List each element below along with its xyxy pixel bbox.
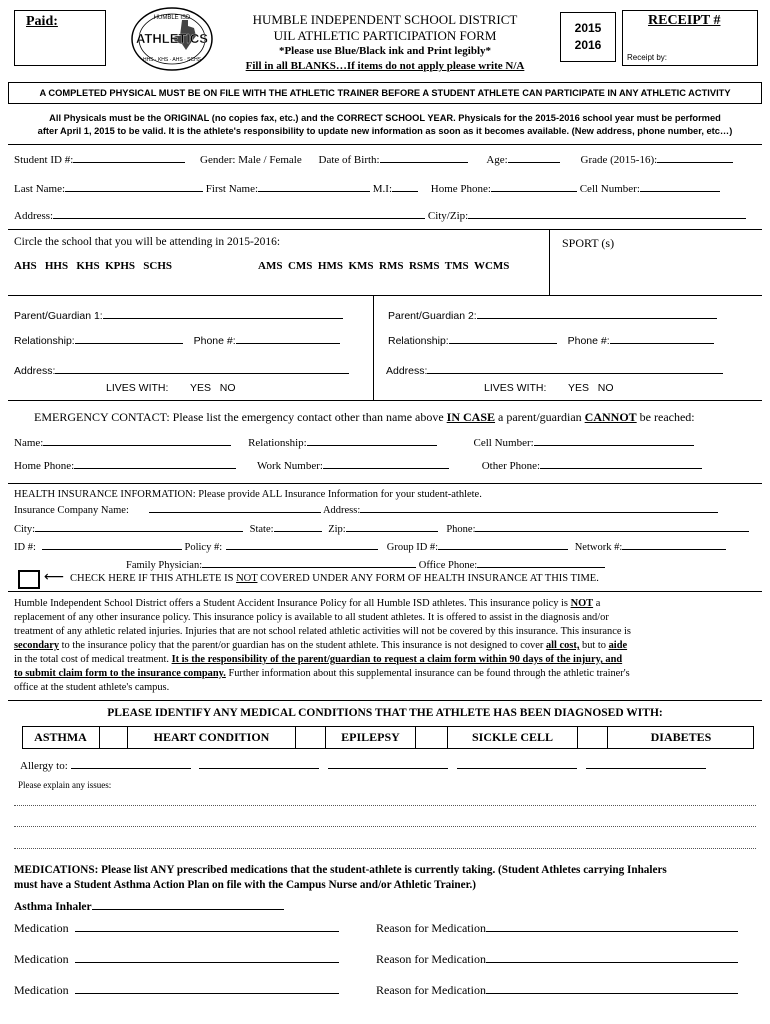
office-phone-label: Office Phone: <box>418 560 478 571</box>
explain-line-1[interactable] <box>14 805 756 806</box>
athletics-logo <box>130 6 214 72</box>
last-name-label: Last Name: <box>14 183 66 195</box>
parent1-relationship-row <box>14 334 340 347</box>
reason-row-2 <box>376 952 738 967</box>
middle-schools-options[interactable]: AMS CMS HMS KMS RMS RSMS TMS WCMS <box>258 260 510 272</box>
parent1-name-field[interactable] <box>103 309 343 319</box>
allergy-field-4[interactable] <box>457 759 577 769</box>
divider <box>8 295 762 296</box>
office-phone-field[interactable] <box>477 558 605 568</box>
divider <box>8 400 762 401</box>
student-row-1 <box>14 153 733 166</box>
home-phone-field[interactable] <box>491 182 577 192</box>
insurance-network-field[interactable] <box>622 540 726 550</box>
condition-asthma-check[interactable] <box>100 726 128 748</box>
home-phone-label: Home Phone: <box>430 183 491 195</box>
school-circle-label: Circle the school that you will be attending in 2015-2016: <box>14 236 281 248</box>
emergency-intro-b: a parent/guardian <box>498 410 582 424</box>
parent2-name-row <box>388 309 717 322</box>
explain-line-2[interactable] <box>14 826 756 827</box>
emergency-name-field[interactable] <box>43 436 231 446</box>
paid-label: Paid: <box>26 14 58 29</box>
sport-label: SPORT (s) <box>562 236 615 250</box>
parent2-name-field[interactable] <box>477 309 717 319</box>
condition-sickle-cell-check[interactable] <box>578 726 608 748</box>
cell-number-field[interactable] <box>640 182 720 192</box>
condition-diabetes[interactable]: DIABETES <box>650 730 712 744</box>
policy-l4a: to the insurance policy that the parent/or guardian has on the student athlete. This insurance is not designed to cover <box>61 640 544 651</box>
allergy-field-5[interactable] <box>586 759 706 769</box>
student-id-label: Student ID #: <box>14 154 74 166</box>
physical-note-line1: All Physicals must be the ORIGINAL (no copies fax, etc.) and the CORRECT SCHOOL YEAR. Physicals for the 2015-2016 school year must be performed <box>49 113 721 123</box>
medication-row-2 <box>14 952 339 967</box>
dob-field[interactable] <box>380 153 468 163</box>
mi-label: M.I: <box>372 183 393 195</box>
parent2-phone-label: Phone #: <box>567 335 610 347</box>
reason-row-3 <box>376 983 738 998</box>
insurance-row-1 <box>14 503 718 516</box>
policy-l3: treatment of any athletic related injuries. Injuries that are not school related athletic activities will not be covered by this insurance. This insurance is <box>14 626 631 637</box>
insurance-row-3 <box>14 540 726 553</box>
divider <box>549 229 550 295</box>
medication-row-1 <box>14 921 339 936</box>
divider <box>8 229 762 230</box>
medication-label-3: Medication <box>14 983 69 997</box>
explain-line-3[interactable] <box>14 848 756 849</box>
form-title: UIL ATHLETIC PARTICIPATION FORM <box>273 28 497 43</box>
medication-label-1: Medication <box>14 921 69 935</box>
policy-l6a: to submit claim form to the insurance company. <box>14 668 226 679</box>
family-physician-field[interactable] <box>202 558 416 568</box>
age-label: Age: <box>486 154 508 166</box>
year-box <box>560 12 616 62</box>
student-row-3 <box>14 209 746 222</box>
policy-l4b: but to <box>582 640 606 651</box>
insurance-network-label: Network #: <box>574 542 623 553</box>
inhaler-label: Asthma Inhaler <box>14 901 92 913</box>
parent1-relationship-field[interactable] <box>75 334 183 344</box>
insurance-row-2 <box>14 522 749 535</box>
logo-top-text: HUMBLE ISD <box>153 15 191 21</box>
emergency-home-field[interactable] <box>74 459 236 469</box>
emergency-relationship-field[interactable] <box>307 436 437 446</box>
grade-field[interactable] <box>657 153 733 163</box>
inhaler-row <box>14 900 284 913</box>
parent2-label: Parent/Guardian 2: <box>388 310 477 322</box>
emergency-cell-field[interactable] <box>534 436 694 446</box>
emergency-heading <box>34 410 695 425</box>
cell-number-label: Cell Number: <box>579 183 640 195</box>
parent2-relationship-field[interactable] <box>449 334 557 344</box>
first-name-field[interactable] <box>258 182 370 192</box>
parent1-phone-label: Phone #: <box>193 335 236 347</box>
parent1-address-field[interactable] <box>55 364 349 374</box>
emergency-home-label: Home Phone: <box>14 460 75 472</box>
policy-l6b: Further information about this supplemental insurance can be found through the athletic trainer's <box>228 668 630 679</box>
medication-field-1[interactable] <box>75 922 339 932</box>
insurance-row-4 <box>126 558 605 571</box>
parent2-lives-with-label: LIVES WITH: <box>484 382 547 394</box>
insurance-company-label: Insurance Company Name: <box>14 505 129 516</box>
parent1-lives-with-label: LIVES WITH: <box>106 382 169 394</box>
emergency-other-label: Other Phone: <box>481 460 541 472</box>
policy-l2: replacement of any other insurance policy. This insurance policy is available to all student athletes. It is offered to assist in the diagnosis and/or <box>14 612 609 623</box>
emergency-in-case: IN CASE <box>446 410 496 424</box>
policy-aide: aide <box>608 640 628 651</box>
insurance-company-field[interactable] <box>149 503 321 513</box>
insurance-id-label: ID #: <box>14 542 36 553</box>
parent2-address-label: Address: <box>386 365 428 377</box>
parent2-relationship-label: Relationship: <box>388 335 449 347</box>
allergy-field-1[interactable] <box>71 759 191 769</box>
address-field[interactable] <box>53 209 425 219</box>
emergency-work-label: Work Number: <box>256 460 323 472</box>
emergency-relationship-label: Relationship: <box>248 437 307 449</box>
arrow-left-icon: ⟵ <box>44 569 65 585</box>
parent1-label: Parent/Guardian 1: <box>14 310 103 322</box>
insurance-policy-text <box>14 597 760 695</box>
last-name-field[interactable] <box>65 182 203 192</box>
emergency-intro-c: be reached: <box>639 410 695 424</box>
policy-all-cost: all cost, <box>545 640 580 651</box>
emergency-cell-label: Cell Number: <box>473 437 534 449</box>
emergency-intro-a: EMERGENCY CONTACT: Please list the emergency contact other than name above <box>34 410 444 424</box>
ink-note: *Please use Blue/Black ink and Print legibly* <box>278 45 492 57</box>
parent1-address-row <box>14 364 349 377</box>
insurance-state-label: State: <box>249 524 274 535</box>
condition-sickle-cell[interactable]: SICKLE CELL <box>448 726 578 748</box>
receipt-by-label: Receipt by: <box>627 53 668 62</box>
emergency-work-field[interactable] <box>323 459 449 469</box>
medication-row-3 <box>14 983 339 998</box>
insurance-state-field[interactable] <box>274 522 322 532</box>
divider <box>8 700 762 701</box>
emergency-other-field[interactable] <box>540 459 702 469</box>
no-insurance-checkbox[interactable] <box>18 570 40 589</box>
condition-epilepsy[interactable]: EPILEPSY <box>326 726 416 748</box>
inhaler-field[interactable] <box>92 900 284 910</box>
parent1-name-row <box>14 309 343 322</box>
insurance-phone-label: Phone: <box>446 524 476 535</box>
check-text-b: COVERED UNDER ANY FORM OF HEALTH INSURANCE AT THIS TIME. <box>260 573 599 584</box>
divider <box>8 591 762 592</box>
parent2-phone-field[interactable] <box>610 334 714 344</box>
insurance-policy-label: Policy #: <box>184 542 223 553</box>
emergency-cannot: CANNOT <box>584 410 637 424</box>
policy-secondary: secondary <box>14 640 60 651</box>
policy-l1-not: NOT <box>570 598 594 609</box>
policy-l5b: It is the responsibility of the parent/guardian to request a claim form within 90 days of the injury, and <box>171 654 623 665</box>
parent2-address-field[interactable] <box>427 364 723 374</box>
dob-label: Date of Birth: <box>318 154 380 166</box>
district-name: HUMBLE INDEPENDENT SCHOOL DISTRICT <box>252 12 518 27</box>
blanks-note: Fill in all BLANKS…If items do not apply please write N/A <box>245 60 525 72</box>
reason-field-2[interactable] <box>486 953 738 963</box>
insurance-city-field[interactable] <box>35 522 243 532</box>
first-name-label: First Name: <box>205 183 259 195</box>
address-label: Address: <box>14 210 54 222</box>
insurance-heading: HEALTH INSURANCE INFORMATION: Please provide ALL Insurance Information for your student-athlete. <box>14 489 482 500</box>
reason-label-2: Reason for Medication <box>376 952 486 966</box>
emergency-name-label: Name: <box>14 437 44 449</box>
physical-banner: A COMPLETED PHYSICAL MUST BE ON FILE WITH THE ATHLETIC TRAINER BEFORE A STUDENT ATHLETE CAN PARTICIPATE IN ANY ATHLETIC ACTIVITY <box>8 82 762 104</box>
emergency-row-1 <box>14 436 694 449</box>
insurance-group-label: Group ID #: <box>386 542 439 553</box>
medications-heading-1: MEDICATIONS: Please list ANY prescribed medications that the student-athlete is currently taking. (Student Athletes carrying Inhalers <box>14 864 667 876</box>
insurance-address-label: Address: <box>322 505 361 516</box>
family-physician-label: Family Physician: <box>126 560 203 571</box>
medication-label-2: Medication <box>14 952 69 966</box>
parent2-lives-with-options[interactable]: YES NO <box>568 382 614 394</box>
divider <box>8 144 762 145</box>
reason-row-1 <box>376 921 738 936</box>
medications-heading-2: must have a Student Asthma Action Plan on file with the Campus Nurse and/or Athletic Trainer.) <box>14 879 477 891</box>
allergy-label: Allergy to: <box>20 760 68 772</box>
insurance-policy-field[interactable] <box>226 540 378 550</box>
medication-field-3[interactable] <box>75 984 339 994</box>
grade-label: Grade (2015-16): <box>580 154 658 166</box>
reason-label-3: Reason for Medication <box>376 983 486 997</box>
gender-label[interactable]: Gender: Male / Female <box>200 154 302 166</box>
reason-field-1[interactable] <box>486 922 738 932</box>
parent2-relationship-row <box>388 334 714 347</box>
insurance-zip-field[interactable] <box>346 522 438 532</box>
parent1-relationship-label: Relationship: <box>14 335 75 347</box>
insurance-zip-label: Zip: <box>328 524 346 535</box>
city-zip-label: City/Zip: <box>427 210 469 222</box>
student-id-field[interactable] <box>73 153 185 163</box>
age-field[interactable] <box>508 153 560 163</box>
year-end: 2016 <box>574 38 602 52</box>
parent1-phone-field[interactable] <box>236 334 340 344</box>
policy-l1a: Humble Independent School District offers a Student Accident Insurance Policy for all Humble ISD athletes. This insurance policy is <box>14 598 568 609</box>
check-text-a: CHECK HERE IF THIS ATHLETE IS <box>70 573 234 584</box>
mi-field[interactable] <box>392 182 418 192</box>
condition-asthma[interactable]: ASTHMA <box>22 726 100 748</box>
allergy-field-2[interactable] <box>199 759 319 769</box>
condition-epilepsy-check[interactable] <box>416 726 448 748</box>
parent1-address-label: Address: <box>14 365 56 377</box>
year-start: 2015 <box>574 21 602 35</box>
policy-l7: office at the student athlete's campus. <box>14 682 170 693</box>
reason-label-1: Reason for Medication <box>376 921 486 935</box>
divider <box>373 295 374 400</box>
physical-note-line2: after April 1, 2015 to be valid. It is the athlete's responsibility to update new information as soon as it becomes available. (New address, phone number, etc…) <box>37 126 733 136</box>
condition-heart[interactable]: HEART CONDITION <box>128 726 296 748</box>
emergency-row-2 <box>14 459 702 472</box>
parent2-address-row <box>386 364 723 377</box>
reason-field-3[interactable] <box>486 984 738 994</box>
medication-field-2[interactable] <box>75 953 339 963</box>
allergy-field-3[interactable] <box>328 759 448 769</box>
medical-heading: PLEASE IDENTIFY ANY MEDICAL CONDITIONS THAT THE ATHLETE HAS BEEN DIAGNOSED WITH: <box>107 707 663 719</box>
no-insurance-label <box>70 573 599 584</box>
divider <box>8 483 762 484</box>
insurance-id-field[interactable] <box>42 540 182 550</box>
insurance-address-field[interactable] <box>360 503 718 513</box>
check-text-not: NOT <box>236 573 258 584</box>
condition-heart-check[interactable] <box>296 726 326 748</box>
student-row-2 <box>14 182 720 195</box>
receipt-label: RECEIPT # <box>648 13 721 28</box>
insurance-phone-field[interactable] <box>475 522 749 532</box>
insurance-city-label: City: <box>14 524 36 535</box>
logo-bottom-text: HHS · KHS · AHS · SCHS <box>142 57 202 63</box>
parent1-lives-with-options[interactable]: YES NO <box>190 382 236 394</box>
policy-l5a: in the total cost of medical treatment. <box>14 654 169 665</box>
policy-l1b: a <box>595 598 601 609</box>
city-zip-field[interactable] <box>468 209 746 219</box>
insurance-group-field[interactable] <box>438 540 568 550</box>
high-schools-options[interactable]: AHS HHS KHS KPHS SCHS <box>14 260 173 272</box>
explain-label: Please explain any issues: <box>18 780 112 790</box>
logo-main-text: ATHLETICS <box>136 31 208 46</box>
allergy-row <box>20 759 706 772</box>
